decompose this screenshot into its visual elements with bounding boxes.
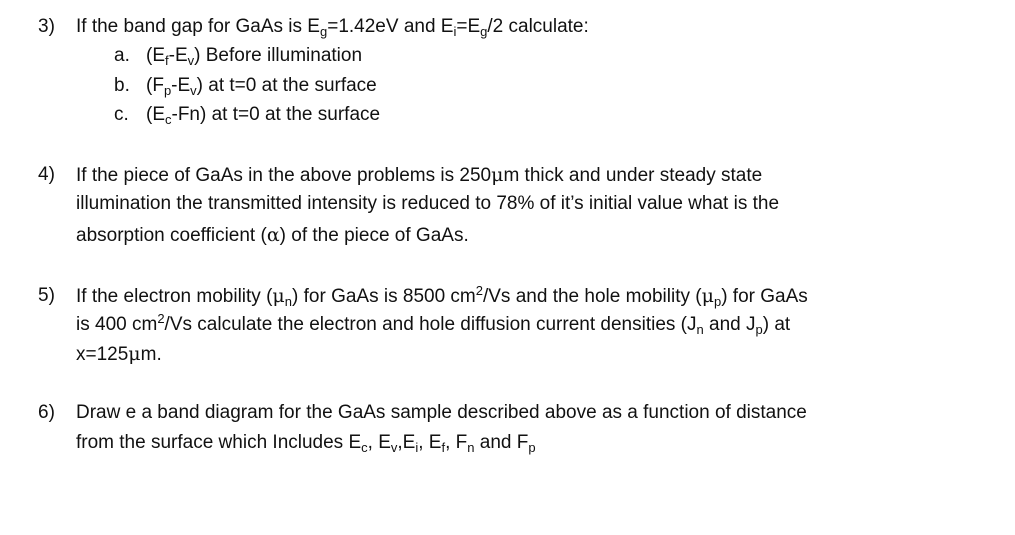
question-number: 6)	[38, 402, 55, 423]
question-text-line-3: absorption coefficient (α) of the piece of GaAs.	[76, 224, 469, 246]
question-text-line-2: from the surface which Includes $E_c$, $E_v,E_i$, $E_f$, $F_n$ and $F_p$	[76, 432, 536, 455]
question-stem: If the band gap for GaAs is $E_g=1.42eV$ and $E_i=E_g/2$ calculate:	[76, 16, 589, 39]
question-text-line-3: x=125μm.	[76, 343, 162, 365]
question-number: 3)	[38, 16, 55, 37]
question-text-line-2: is 400 $cm^2/Vs$ calculate the electron and hole diffusion current densities ($J_n$ and $J_p$) at	[76, 311, 791, 337]
question-text-line-1: If the electron mobility $(\mu_n)$ for GaAs is 8500 $cm^2/Vs$ and the hole mobility $(\mu_p)$ for GaAs	[76, 283, 808, 309]
subpart-a: $(E_f-E_v)$ Before illumination	[146, 45, 363, 68]
question-number: 4)	[38, 164, 55, 185]
subpart-c: $(E_c-Fn)$ at t=0 at the surface	[146, 104, 381, 127]
question-text-line-2: illumination the transmitted intensity is reduced to 78% of it’s initial value what is the	[76, 193, 780, 214]
question-text-line-1: Draw e a band diagram for the GaAs sample described above as a function of distance	[76, 402, 807, 423]
question-text-line-1: If the piece of GaAs in the above problems is 250μm thick and under steady state	[76, 164, 763, 186]
subpart-b: $(F_p-E_v)$ at t=0 at the surface	[146, 75, 377, 98]
subpart-label-b: b.	[114, 75, 130, 96]
question-number: 5)	[38, 285, 55, 306]
subpart-label-c: c.	[114, 104, 129, 125]
subpart-label-a: a.	[114, 45, 130, 66]
